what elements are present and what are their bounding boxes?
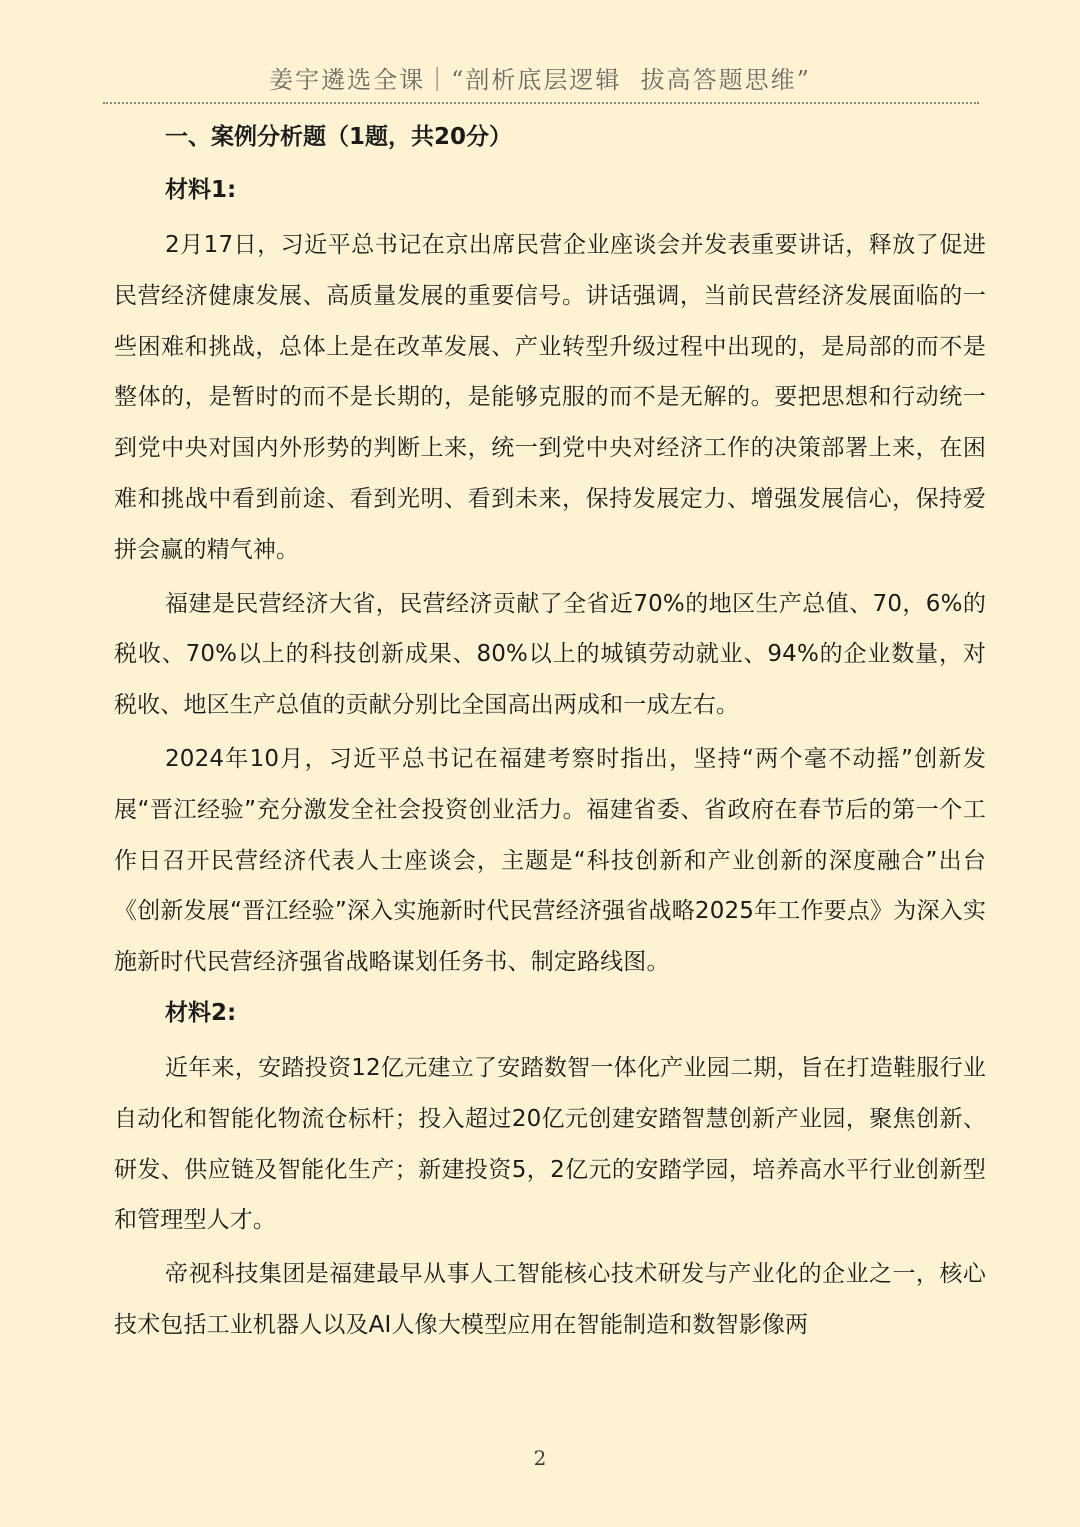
page-header: 姜宇遴选全课｜“剖析底层逻辑 拔高答题思维” [269, 66, 811, 94]
header-divider [103, 102, 979, 104]
material-2-paragraph-2: 帝视科技集团是福建最早从事人工智能核心技术研发与产业化的企业之一，核心技术包括工业机器人以及AI人像大模型应用在智能制造和数智影像两 [114, 1261, 986, 1338]
material-1-title: 材料1: [165, 177, 237, 203]
page-number: 2 [533, 1446, 547, 1470]
document-body [114, 115, 986, 1354]
section-title: 一、案例分析题（1题，共20分） [165, 124, 513, 150]
material-1-paragraph-2: 福建是民营经济大省，民营经济贡献了全省近70%的地区生产总值、70，6%的税收、70%以上的科技创新成果、80%以上的城镇劳动就业、94%的企业数量，对税收、地区生产总值的贡献分别比全国高出两成和一成左右。 [114, 590, 986, 719]
material-1-paragraph-1: 2月17日，习近平总书记在京出席民营企业座谈会并发表重要讲话，释放了促进民营经济健康发展、高质量发展的重要信号。讲话强调，当前民营经济发展面临的一些困难和挑战，总体上是在改革发展、产业转型升级过程中出现的，是局部的而不是整体的，是暂时的而不是长期的，是能够克服的而不是无解的。要把思想和行动统一到党中央对国内外形势的判断上来，统一到党中央对经济工作的决策部署上来，在困难和挑战中看到前途、看到光明、看到未来，保持发展定力、增强发展信心，保持爱拼会赢的精气神。 [114, 232, 986, 563]
material-2-paragraph-1: 近年来，安踏投资12亿元建立了安踏数智一体化产业园二期，旨在打造鞋服行业自动化和智能化物流仓标杆；投入超过20亿元创建安踏智慧创新产业园，聚焦创新、研发、供应链及智能化生产；新建投资5，2亿元的安踏学园，培养高水平行业创新型和管理型人才。 [114, 1054, 986, 1234]
material-1-paragraph-3: 2024年10月，习近平总书记在福建考察时指出，坚持“两个毫不动摇”创新发展“晋江经验”充分激发全社会投资创业活力。福建省委、省政府在春节后的第一个工作日召开民营经济代表人士座谈会，主题是“科技创新和产业创新的深度融合”出台《创新发展“晋江经验”深入实施新时代民营经济强省战略2025年工作要点》为深入实施新时代民营经济强省战略谋划任务书、制定路线图。 [114, 745, 986, 976]
material-2-title: 材料2: [165, 999, 237, 1026]
